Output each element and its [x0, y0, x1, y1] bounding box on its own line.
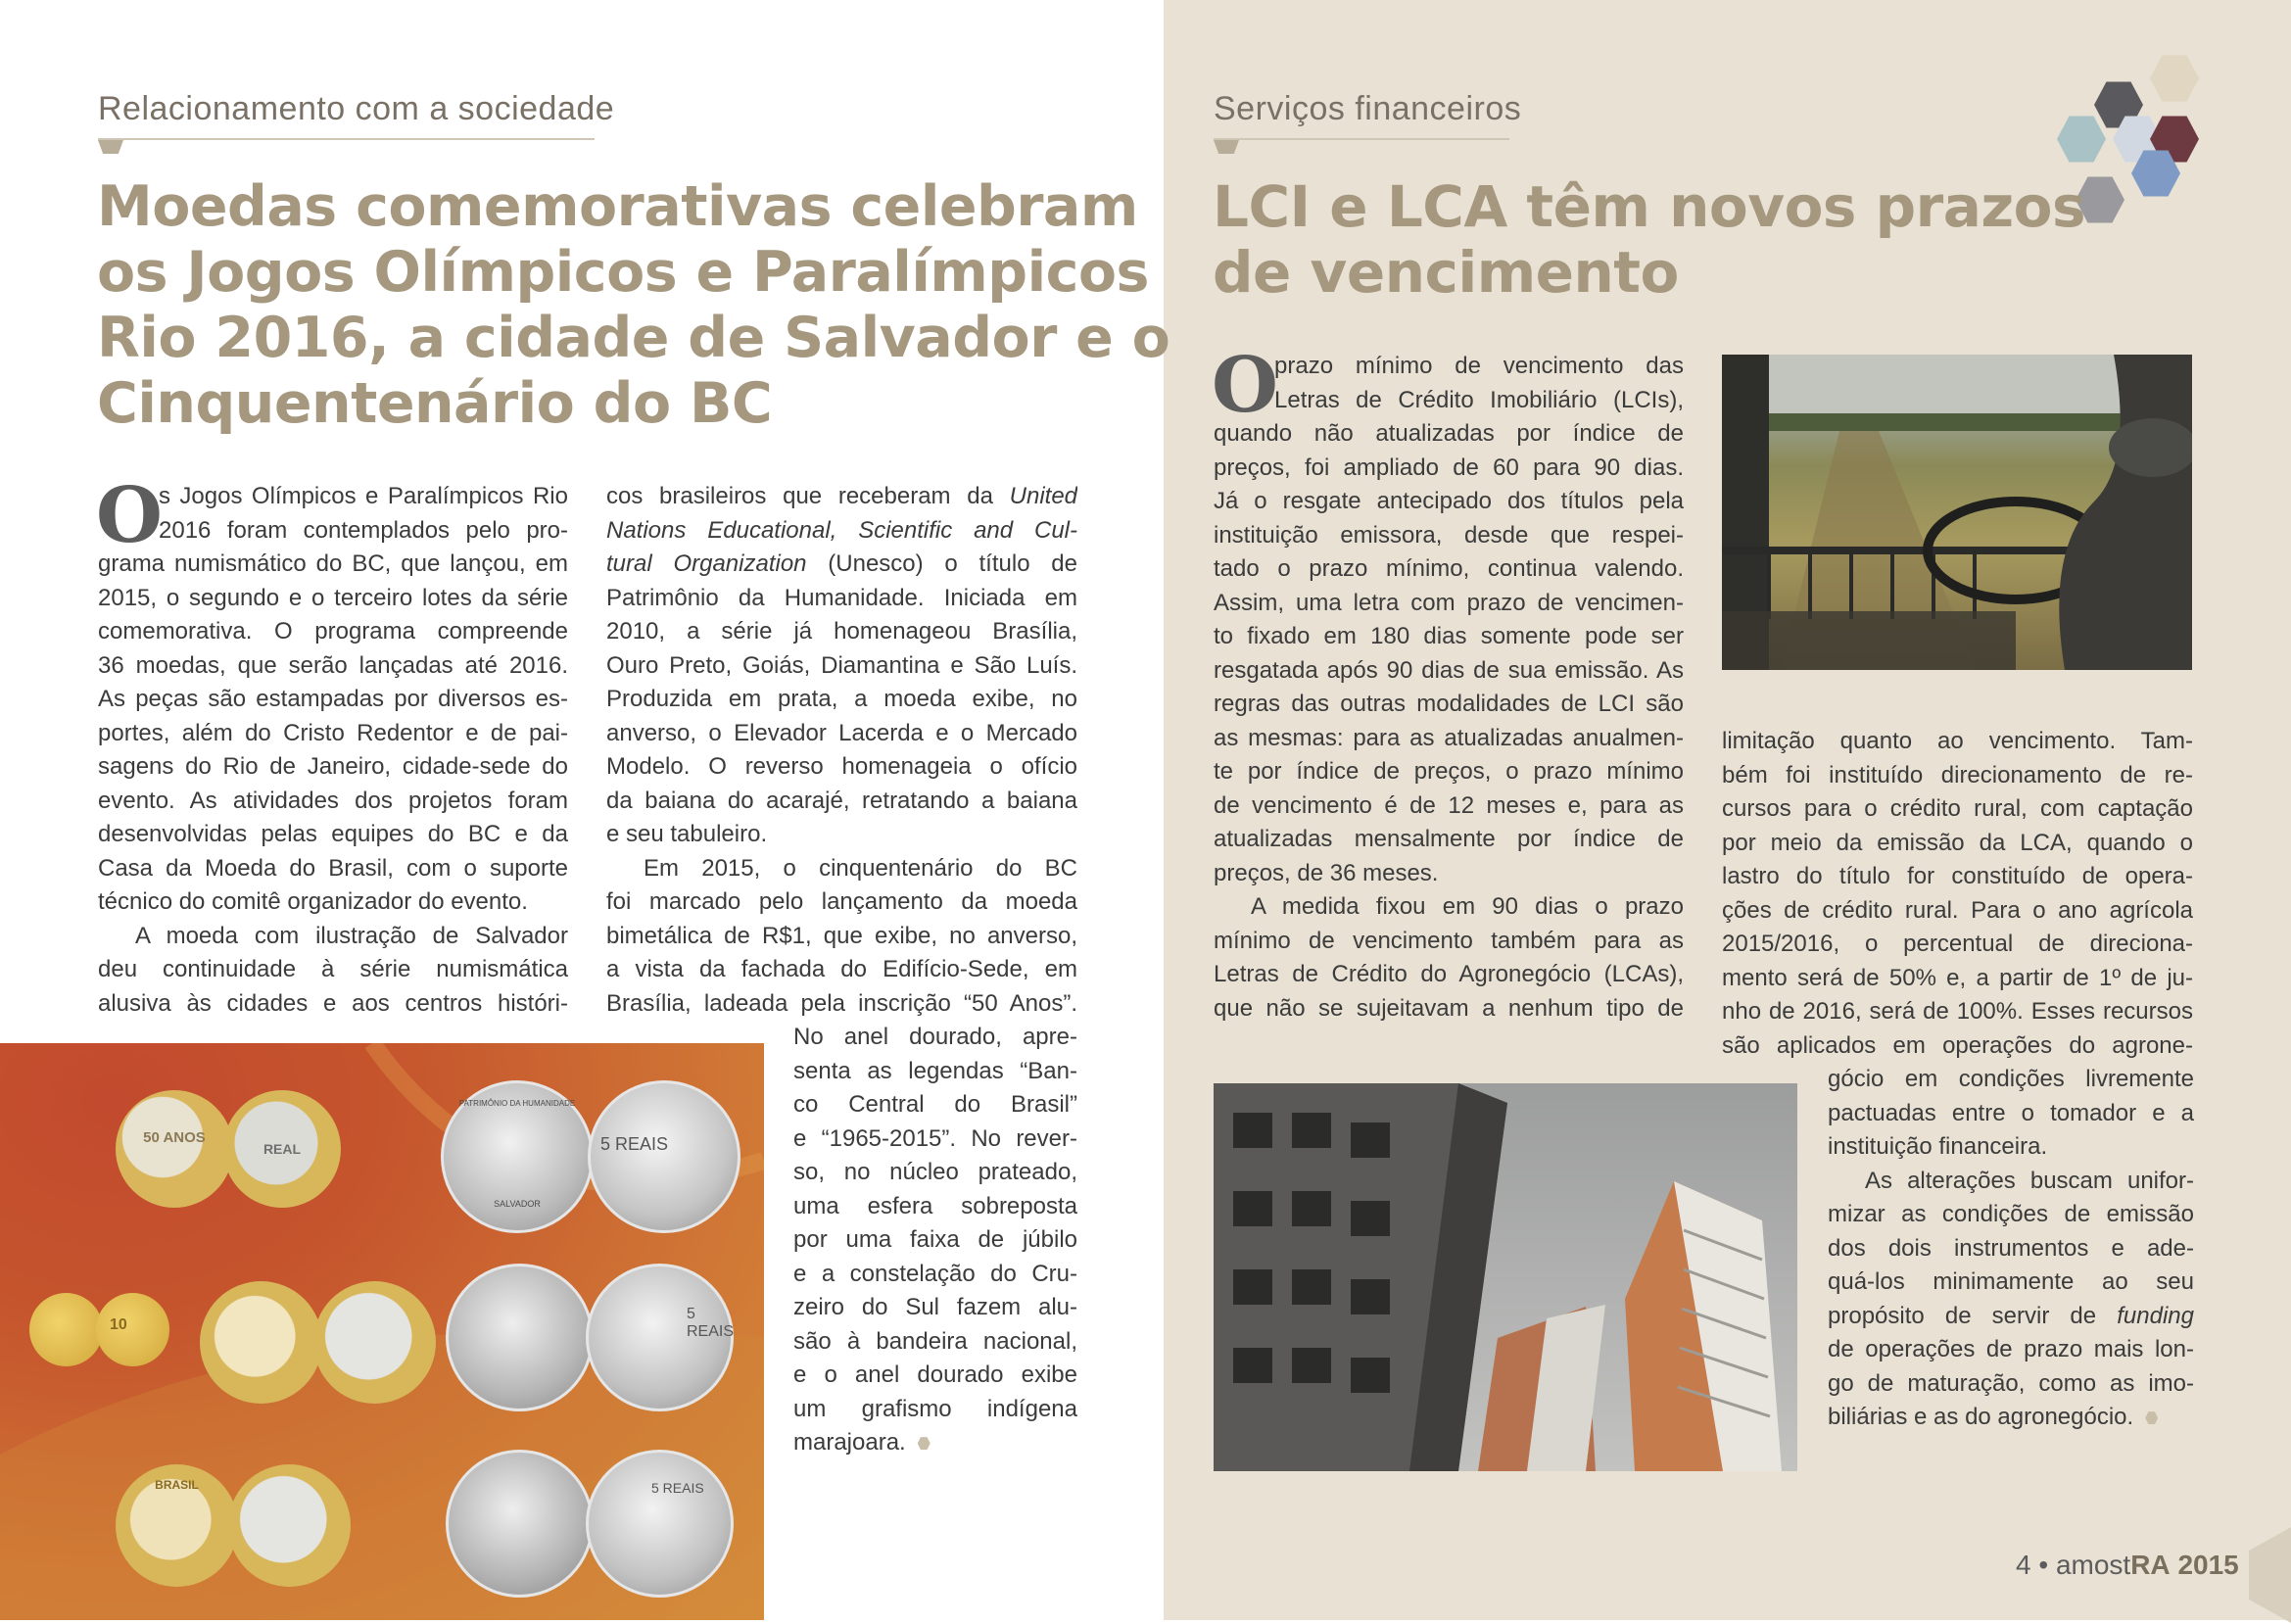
page-footer — [2016, 1550, 2239, 1581]
text-line: nho de 2016, será de 100%. Esses recursos — [1722, 998, 2193, 1025]
text-line: Modelo. O reverso homenageia o ofício — [606, 753, 1077, 780]
text-line: Já o resgate antecipado dos títulos pela — [1214, 488, 1684, 514]
text-line — [606, 548, 1077, 582]
text-line: mínimo de vencimento também para as — [1214, 927, 1684, 954]
coin-gold-small-2 — [96, 1293, 169, 1366]
italic-text: funding — [2117, 1302, 2194, 1329]
text-line: preços, de 36 meses. — [1214, 859, 1439, 886]
text-line: evento. As atividades dos projetos foram — [98, 787, 568, 814]
text-line: lastro do título for constituído de opera- — [1722, 863, 2193, 889]
coin-silver-butterfly — [586, 1450, 734, 1598]
text-line: No anel dourado, apre- — [793, 1024, 1077, 1050]
buildings-photo — [1214, 1083, 1797, 1471]
italic-text: tural Organization — [606, 550, 807, 577]
coin-silver-5reais-2 — [586, 1264, 734, 1411]
text-line: prazo mínimo de vencimento das — [1274, 353, 1684, 379]
text-line: As peças são estampadas por diversos es- — [98, 686, 568, 712]
coin-label: 5 REAIS — [687, 1306, 735, 1340]
text-line: ções de crédito rural. Para o ano agrícola — [1722, 896, 2193, 924]
coin-label: BRASIL — [155, 1478, 199, 1492]
text-line: preços, foi ampliado de 60 para 90 dias. — [1214, 454, 1684, 481]
harvest-photo-scene — [1722, 355, 2192, 670]
coins-photo — [0, 1043, 764, 1620]
text-line: atualizadas mensalmente por índice de — [1214, 826, 1684, 852]
coin-gold-small-1 — [29, 1293, 103, 1366]
left-column-3 — [793, 1021, 1077, 1460]
text-segment: propósito de servir de — [1828, 1302, 2097, 1329]
coin-real-2 — [313, 1281, 436, 1404]
section-tab-left — [98, 140, 123, 154]
text-line — [1828, 1300, 2194, 1334]
text-line: e “1965-2015”. No rever- — [793, 1124, 1077, 1152]
coin-salvador-reverse — [588, 1080, 740, 1233]
coin-real-reverse — [223, 1090, 341, 1208]
text-line — [793, 1426, 1077, 1460]
text-line: que não se sujeitavam a nenhum tipo de — [1214, 994, 1684, 1022]
text-line: instituição emissora, desde que respei- — [1214, 521, 1684, 549]
text-line: de operações de prazo mais lon- — [1828, 1336, 2194, 1362]
text-line: bimetálica de R$1, que exibe, no anverso, — [606, 922, 1077, 949]
page-number: 4 — [2016, 1550, 2031, 1580]
right-column-1 — [1212, 341, 1684, 1026]
text-line: sagens do Rio de Janeiro, cidade-sede do — [98, 753, 568, 780]
text-line: portes, além do Cristo Redentor e de pai- — [98, 719, 568, 746]
text-line: deu continuidade à série numismática — [98, 956, 568, 982]
harvest-photo — [1722, 355, 2192, 670]
text-line: Patrimônio da Humanidade. Iniciada em — [606, 584, 1077, 611]
text-line: te por índice de preços, o prazo mínimo — [1214, 758, 1684, 785]
right-column-2 — [1722, 725, 2193, 1063]
text-line: A medida fixou em 90 dias o prazo — [1251, 893, 1684, 920]
coin-label: 5 REAIS — [600, 1134, 669, 1154]
end-mark-icon — [918, 1437, 931, 1450]
coin-real-3 — [228, 1464, 351, 1587]
publication-name-suffix: RA — [2130, 1550, 2171, 1580]
text-line: mento será de 50% e, a partir de 1º de ju- — [1722, 964, 2193, 991]
text-line: Assim, uma letra com prazo de vencimen- — [1214, 589, 1684, 616]
coin-label: SALVADOR — [494, 1199, 541, 1209]
text-line: as mesmas: para as atualizadas anualmen- — [1214, 724, 1684, 751]
right-column-3 — [1828, 1063, 2194, 1435]
coin-label: PATRIMÔNIO DA HUMANIDADE — [458, 1099, 576, 1108]
text-line: Em 2015, o cinquentenário do BC — [644, 854, 1077, 882]
buildings-photo-scene — [1214, 1083, 1797, 1471]
text-line: Ouro Preto, Goiás, Diamantina e São Luís. — [606, 651, 1077, 679]
publication-year: 2015 — [2177, 1550, 2239, 1580]
section-label-right: Serviços financeiros — [1214, 90, 1522, 127]
text-line: técnico do comitê organizador do evento. — [98, 888, 528, 915]
headline-right-line: LCI e LCA têm novos prazos — [1213, 173, 2086, 240]
coin-silver-cyclist — [446, 1450, 594, 1598]
text-line: pactuadas entre o tomador e a — [1828, 1099, 2194, 1126]
italic-text: Nations Educational, Scientific and Cul- — [606, 516, 1077, 544]
text-line: Brasília, ladeada pela inscrição “50 Anos”. — [606, 989, 1077, 1017]
text-line: instituição financeira. — [1828, 1133, 2048, 1160]
text-line: so, no núcleo prateado, — [793, 1159, 1077, 1185]
headline-right — [1213, 174, 2085, 306]
text-line: quá-los minimamente ao seu — [1828, 1268, 2194, 1295]
headline-left-line: Moedas comemorativas celebram — [97, 174, 1138, 239]
text-segment: marajoara. — [793, 1429, 906, 1456]
text-line: co Central do Brasil” — [793, 1091, 1077, 1118]
text-line — [1828, 1401, 2194, 1435]
text-line: dos dois instrumentos e ade- — [1828, 1234, 2194, 1262]
text-line: por uma faixa de júbilo — [793, 1226, 1077, 1253]
text-line: foi marcado pelo lançamento da moeda — [606, 888, 1077, 915]
coin-label: REAL — [263, 1141, 302, 1157]
text-line: a vista da fachada do Edifício-Sede, em — [606, 956, 1077, 982]
publication-name: amost — [2055, 1550, 2131, 1580]
text-line: quando não atualizadas por índice de — [1214, 420, 1684, 447]
text-line: são aplicados em operações do agrone- — [1722, 1031, 2193, 1059]
headline-left — [97, 174, 1169, 437]
text-line: bém foi instituído direcionamento de re- — [1722, 761, 2193, 788]
section-rule-left — [98, 138, 595, 140]
coin-silver-runner — [446, 1264, 594, 1411]
text-line: 2016 foram contemplados pelo pro- — [159, 516, 568, 544]
hex-shape — [2150, 54, 2199, 103]
coin-athletics — [116, 1464, 238, 1587]
drop-cap-right: O — [1212, 341, 1278, 430]
coin-50-anos — [116, 1090, 233, 1208]
text-line: e a constelação do Cru- — [793, 1260, 1077, 1287]
text-line: Letras de Crédito do Agronegócio (LCAs), — [1214, 961, 1684, 987]
text-line: s Jogos Olímpicos e Paralímpicos Rio — [159, 483, 568, 509]
text-line: um grafismo indígena — [793, 1395, 1077, 1422]
headline-right-line: de vencimento — [1213, 239, 1679, 306]
text-line: go de maturação, como as imo- — [1828, 1369, 2194, 1397]
text-line: por meio da emissão da LCA, quando o — [1722, 829, 2193, 856]
text-line: A moeda com ilustração de Salvador — [135, 922, 568, 949]
text-line: gócio em condições livremente — [1828, 1066, 2194, 1092]
text-line: resgatada após 90 dias de sua emissão. As — [1214, 656, 1684, 684]
coin-label: 50 ANOS — [143, 1129, 206, 1146]
text-line: senta as legendas “Ban- — [793, 1057, 1077, 1084]
headline-left-line: Cinquentenário do BC — [97, 371, 773, 436]
text-line: anverso, o Elevador Lacerda e o Mercado — [606, 719, 1077, 746]
text-line: 36 moedas, que serão lançadas até 2016. — [98, 651, 568, 679]
footer-bullet: • — [2038, 1550, 2049, 1580]
text-line: Letras de Crédito Imobiliário (LCIs), — [1274, 386, 1684, 413]
text-line — [606, 514, 1077, 549]
text-segment: cos brasileiros que receberam da — [606, 483, 993, 509]
text-line: são à bandeira nacional, — [793, 1327, 1077, 1355]
text-line: Produzida em prata, a moeda exibe, no — [606, 686, 1077, 712]
text-line: uma esfera sobreposta — [793, 1192, 1077, 1219]
coin-label: 10 — [110, 1316, 127, 1333]
headline-left-line: Rio 2016, a cidade de Salvador e o — [97, 306, 1170, 370]
text-line: comemorativa. O programa compreende — [98, 618, 568, 645]
hex-shape — [2057, 115, 2106, 164]
text-line: e o anel dourado exibe — [793, 1361, 1077, 1388]
drop-cap-left: O — [96, 471, 163, 560]
text-line: As alterações buscam unifor- — [1865, 1167, 2194, 1194]
text-line: cursos para o crédito rural, com captação — [1722, 795, 2193, 822]
text-line: e seu tabuleiro. — [606, 821, 768, 847]
section-rule-right — [1214, 138, 1509, 140]
italic-text: United — [1009, 483, 1077, 509]
text-line — [606, 480, 1077, 514]
text-line: to fixado em 180 dias somente pode ser — [1214, 623, 1684, 649]
text-line: regras das outras modalidades de LCI são — [1214, 691, 1684, 717]
text-line: da baiana do acarajé, retratando a baiana — [606, 787, 1077, 814]
section-label-left: Relacionamento com a sociedade — [98, 90, 615, 127]
text-line: desenvolvidas pelas equipes do BC e da — [98, 821, 568, 847]
end-mark-icon — [2145, 1411, 2158, 1424]
text-line: mizar as condições de emissão — [1828, 1201, 2194, 1227]
text-line: zeiro do Sul fazem alu- — [793, 1294, 1077, 1320]
coin-label: 5 REAIS — [651, 1480, 704, 1496]
text-line: tado o prazo mínimo, continua valendo. — [1214, 555, 1684, 582]
headline-left-line: os Jogos Olímpicos e Paralímpicos — [97, 240, 1149, 305]
text-line: limitação quanto ao vencimento. Tam- — [1722, 728, 2193, 754]
text-line: 2015, o segundo e o terceiro lotes da série — [98, 584, 568, 611]
text-segment: (Unesco) o título de — [806, 550, 1077, 577]
text-line: grama numismático do BC, que lançou, em — [98, 550, 568, 577]
text-line: 2010, a série já homenageou Brasília, — [606, 618, 1077, 645]
text-line: de vencimento é de 12 meses e, para as — [1214, 791, 1684, 819]
text-segment: biliárias e as do agronegócio. — [1828, 1404, 2134, 1430]
text-line: Casa da Moeda do Brasil, com o suporte — [98, 854, 568, 882]
left-column-1 — [96, 471, 568, 1021]
coin-salvador-obverse — [441, 1080, 594, 1233]
text-line: alusiva às cidades e aos centros históri- — [98, 989, 568, 1017]
left-column-2 — [606, 480, 1077, 1021]
text-line: 2015/2016, o percentual de direciona- — [1722, 931, 2193, 957]
coin-mascot — [200, 1281, 322, 1404]
